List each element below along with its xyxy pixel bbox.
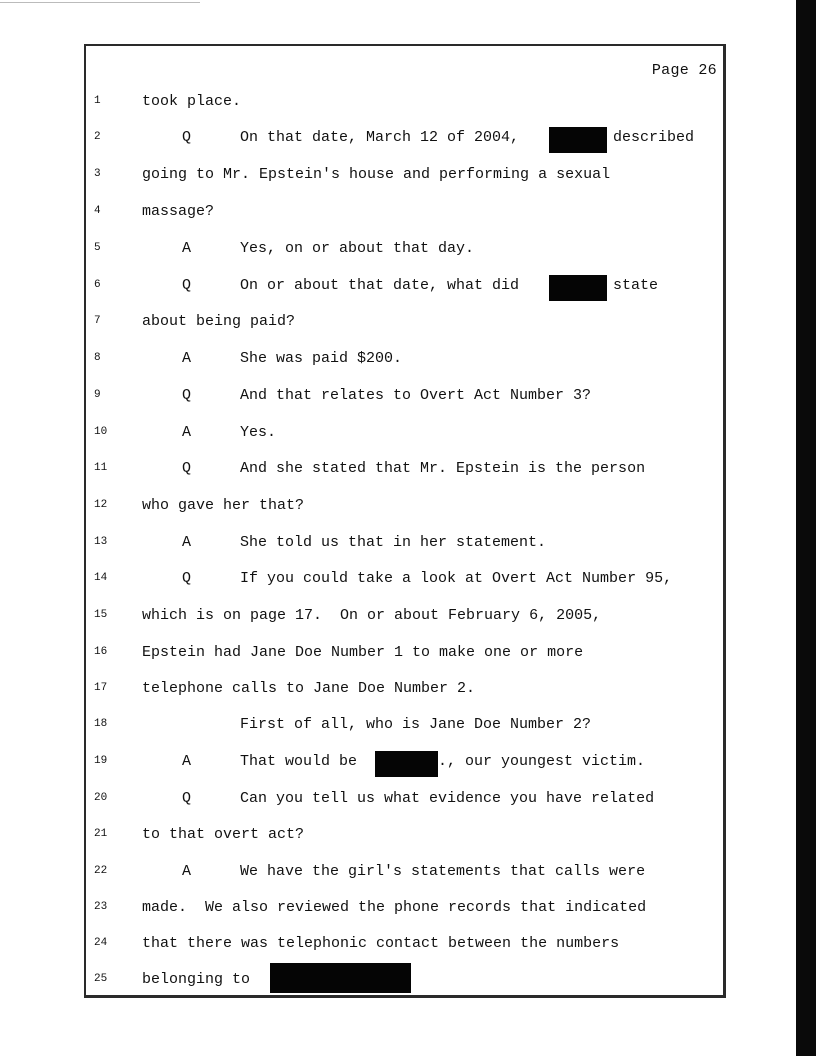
line-number: 17 [94, 682, 108, 694]
line-number: 3 [94, 168, 101, 180]
line-text: She told us that in her statement. [240, 534, 547, 551]
line-number: 8 [94, 352, 101, 364]
speaker-label: A [182, 863, 192, 880]
line-text: On that date, March 12 of 2004, [240, 129, 520, 146]
speaker-label: A [182, 350, 192, 367]
line-number: 15 [94, 609, 108, 621]
line-text: that there was telephonic contact between the numbers [142, 935, 620, 952]
line-number: 23 [94, 901, 108, 913]
line-number: 16 [94, 646, 108, 658]
line-number: 12 [94, 499, 108, 511]
line-number: 14 [94, 572, 108, 584]
speaker-label: A [182, 753, 192, 770]
line-text-after-redaction: described [613, 129, 695, 146]
line-number: 25 [94, 973, 108, 985]
line-text: telephone calls to Jane Doe Number 2. [142, 680, 476, 697]
redaction-box [549, 275, 607, 301]
line-number: 19 [94, 755, 108, 767]
line-number: 22 [94, 865, 108, 877]
line-text: First of all, who is Jane Doe Number 2? [240, 716, 592, 733]
line-text: to that overt act? [142, 826, 305, 843]
line-number: 24 [94, 937, 108, 949]
line-text: Can you tell us what evidence you have related [240, 790, 655, 807]
line-number: 9 [94, 389, 101, 401]
line-text: which is on page 17. On or about February 6, 2005, [142, 607, 602, 624]
line-number: 20 [94, 792, 108, 804]
speaker-label: Q [182, 790, 192, 807]
line-number: 10 [94, 426, 108, 438]
line-text: about being paid? [142, 313, 296, 330]
speaker-label: A [182, 534, 192, 551]
line-number: 21 [94, 828, 108, 840]
line-number: 13 [94, 536, 108, 548]
redaction-box [375, 751, 438, 777]
line-text: On or about that date, what did [240, 277, 520, 294]
speaker-label: A [182, 240, 192, 257]
line-number: 7 [94, 315, 101, 327]
line-text: massage? [142, 203, 215, 220]
transcript-page-frame [84, 44, 726, 998]
line-number: 5 [94, 242, 101, 254]
line-text: And that relates to Overt Act Number 3? [240, 387, 592, 404]
line-number: 11 [94, 462, 108, 474]
redaction-box [270, 963, 411, 993]
line-text: That would be [240, 753, 358, 770]
line-number: 1 [94, 95, 101, 107]
line-text: belonging to [142, 971, 251, 988]
speaker-label: Q [182, 277, 192, 294]
speaker-label: A [182, 424, 192, 441]
line-text-after-redaction: state [613, 277, 659, 294]
line-text: If you could take a look at Overt Act Number 95, [240, 570, 673, 587]
line-text-after-redaction: ., our youngest victim. [438, 753, 646, 770]
line-text: Yes, on or about that day. [240, 240, 475, 257]
line-text: And she stated that Mr. Epstein is the person [240, 460, 646, 477]
line-text: who gave her that? [142, 497, 305, 514]
line-text: We have the girl's statements that calls were [240, 863, 646, 880]
line-text: Epstein had Jane Doe Number 1 to make one or more [142, 644, 584, 661]
speaker-label: Q [182, 460, 192, 477]
scan-edge-bar [796, 0, 816, 1056]
speaker-label: Q [182, 387, 192, 404]
line-text: Yes. [240, 424, 277, 441]
redaction-box [549, 127, 607, 153]
line-number: 4 [94, 205, 101, 217]
speaker-label: Q [182, 570, 192, 587]
line-number: 2 [94, 131, 101, 143]
line-number: 18 [94, 718, 108, 730]
line-number: 6 [94, 279, 101, 291]
speaker-label: Q [182, 129, 192, 146]
line-text: took place. [142, 93, 242, 110]
line-text: made. We also reviewed the phone records that indicated [142, 899, 647, 916]
line-text: She was paid $200. [240, 350, 403, 367]
line-text: going to Mr. Epstein's house and performing a sexual [142, 166, 611, 183]
scan-artifact-line [0, 2, 200, 3]
page-number: Page 26 [651, 62, 717, 79]
